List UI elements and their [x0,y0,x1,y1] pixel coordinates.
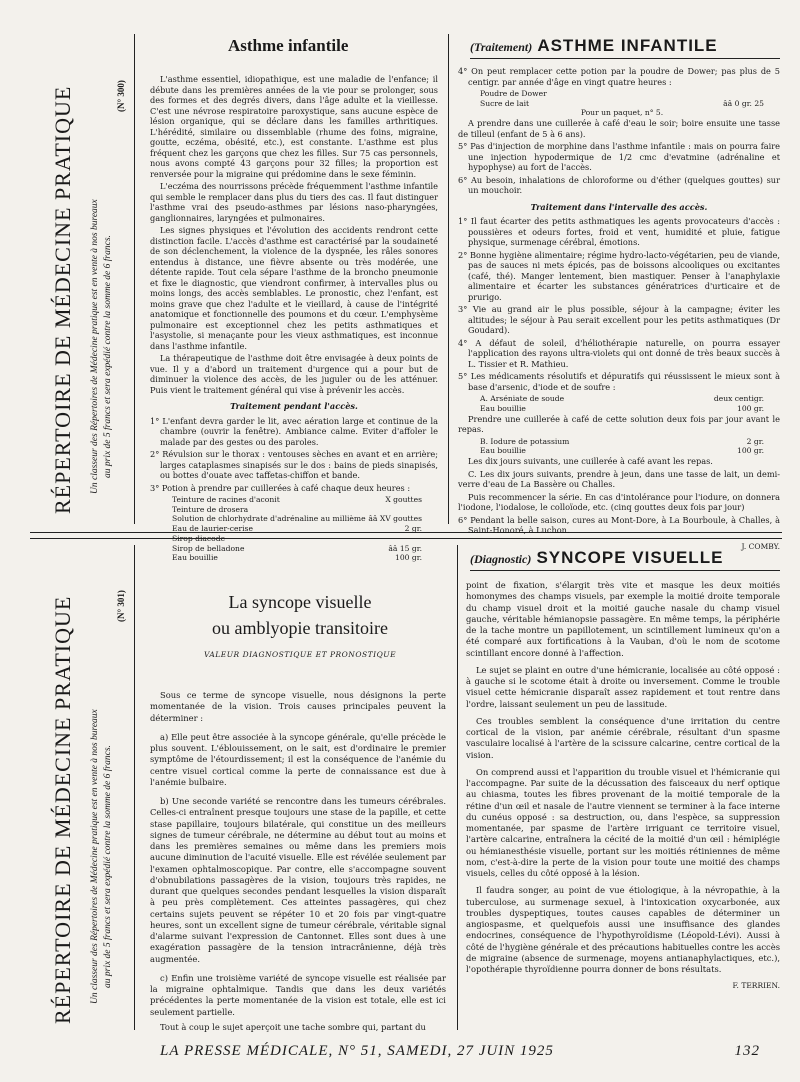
side-banner-bottom [30,548,130,1028]
side-banner-subtitle: Un classeur des Répertoires de Médecine pratique est en vente à nos bureaux [90,709,100,1004]
formula-line: Poudre de Dower [480,89,547,98]
side-divider [134,545,135,1030]
formula-line: Sirop diacode [172,533,226,543]
paragraph: Les dix jours suivants, une cuillerée à café avant les repas. [468,456,713,467]
article-subtitle: VALEUR DIAGNOSTIQUE ET PRONOSTIQUE [203,650,397,659]
header-tag: (Traitement) [470,40,533,54]
page-footer [160,1043,760,1060]
header-title: ASTHME INFANTILE [537,36,718,55]
formula-line: Teinture de drosera [172,504,249,514]
formula-line: Eau bouillie 100 gr. [480,403,764,413]
list-item: 2° Révulsion sur le thorax : ventouses sèches en avant et en arrière; larges cataplasmes sinapisés sur le dos : bains de pieds sinapisés, ou bottes d'ouate avec taffetas-chiffon et bande. [150,449,438,480]
formula-line: Eau bouillie 100 gr. [172,553,422,563]
header-title: SYNCOPE VISUELLE [536,548,724,567]
formula-line: Sucre de lait ââ 0 gr. 25 [480,98,764,108]
paragraph: Le sujet se plaint en outre d'une hémicranie, localisée au côté opposé : à gauche si le scotome était à droite ou inversement. Comme le trouble visuel cette hémicranie disparaît assez rapidement et tout rentre dans l'ordre, laissant seulement un peu de lassitude. [466,664,780,709]
paragraph: Puis recommencer la série. En cas d'intolérance pour l'iodure, on donnera l'iodone, l'iodalose, le colloïode, etc. (cinq gouttes deux fois par jour) [458,491,780,513]
article1-right-column [458,66,780,551]
journal-line: LA PRESSE MÉDICALE, N° 51, SAMEDI, 27 JUIN 1925 [160,1043,554,1059]
list-item: 4° A défaut de soleil, d'héliothérapie naturelle, on pourra essayer l'application des rayons ultra-violets qui ont donné de très beaux succès à L. Tissier et R. Mathieu. [458,337,780,369]
header-underline [470,58,780,59]
formula-line: Pour un paquet, n° 5. [580,108,664,118]
article-header [470,548,780,568]
formula-b [458,437,780,456]
article2-left-column [150,690,446,1035]
paragraph: b) Une seconde variété se rencontre dans les tumeurs cérébrales. Celles-ci entraînent presque toujours une stase de la papille, et cette stase papillaire, toujours bilatérale, qui constitue un des meilleurs signes de tumeur cérébrale, ne détermine au début tout au moins et dans les premières semaines ou même dans les premiers mois aucune diminution de l'acuité visuelle. Elle est révélée seulement par l'examen ophtalmoscopique. Par contre, elle s'accompagne souvent d'obnubilations passagères de la vision, toujours très rapides, ne durant que quelques secondes pendant lesquelles la vision disparaît à peu près complètement. Ces atteintes passagères, qui chez certains sujets peuvent se répéter 10 et 20 fois par vingt-quatre heures, sont un excellent signe de tumeur cérébrale, véritable signal d'alarme suivant l'expression de Cantonnet. Elles sont dues à une exagération passagère de la tension intracrânienne, déjà très augmentée. [150,796,446,964]
column-divider [457,545,458,1030]
paragraph: Sous ce terme de syncope visuelle, nous désignons la perte momentanée de la vision. Trois causes principales peuvent la déterminer : [150,690,446,723]
paragraph: Prendre une cuillerée à café de cette solution deux fois par jour avant le repas. [458,413,780,435]
side-banner-subtitle: Un classeur des Répertoires de Médecine pratique est en vente à nos bureaux [90,199,100,494]
list-item: 5° Les médicaments résolutifs et dépuratifs qui réussissent le mieux sont à base d'arsenic, d'iode et de soufre : [458,371,780,392]
paragraph: c) Enfin une troisième variété de syncope visuelle est réalisée par la migraine ophtalmique. Tandis que dans les deux variétés précédentes la perte momentanée de la vision est totale, elle est ici seulement partielle. [150,972,446,1017]
formula-line: Eau bouillie 100 gr. [480,446,764,456]
side-banner-top [30,38,130,518]
side-banner-subtitle: au prix de 5 francs et sera expédié contre la somme de 6 francs. [103,235,113,478]
section-heading: Traitement pendant l'accès. [230,401,358,411]
list-item: 3° Vie au grand air le plus possible, séjour à la campagne; éviter les altitudes; le séjour à Pau serait excellent pour les petits asthmatiques (Dr Goudard). [458,304,780,336]
article-title: La syncope visuelle [228,592,372,612]
list-item: 1° L'enfant devra garder le lit, avec aération large et continue de la chambre (ouvrir la fenêtre). Ambiance calme. Eviter d'affoler le malade par des gestes ou des paroles. [150,415,438,447]
side-banner-title: RÉPERTOIRE DE MÉDECINE PRATIQUE [50,595,75,1024]
formula-line: Eau de laurier-cerise 2 gr. [172,524,422,534]
paragraph: Les signes physiques et l'évolution des accidents rendront cette distinction facile. L'accès d'asthme est caractérisé par la soudaineté de son déclenchement, la violence de la dyspnée, les râles sonores entendus à distance, une fièvre absente ou très modérée, une détente rapide. Tout cela sépare l'asthme de la broncho pneumonie et fixe le diagnostic, que viendront confirmer, à intervalles plus ou moins longs, des accès semblables. Le pronostic, chez l'enfant, est moins grave que chez l'adulte et le vieillard, à cause de l'intégrité anatomique et fonctionnelle des poumons et du cœur. L'emphysème pulmonaire est exceptionnel chez les petits asthmatiques et l'asystolie, si menaçante pour les vieux asthmatiques, est inconnue dans l'asthme infantile. [150,225,438,351]
header-underline [470,570,780,571]
formula-line: Sirop de belladone ââ 15 gr. [172,543,422,553]
paragraph: La thérapeutique de l'asthme doit être envisagée à deux points de vue. Il y a d'abord un traitement d'urgence qui a pour but de diminuer la violence des accès, de les juguler ou de les atténuer. Puis vient le traitement général qui vise à prévenir les accès. [150,353,438,395]
author-signature: F. TERRIEN. [732,981,780,991]
article2-right-column [466,580,780,991]
paragraph: Tout à coup le sujet aperçoit une tache sombre qui, partant du [160,1021,426,1032]
paragraph: C. Les dix jours suivants, prendre à jeun, dans une tasse de lait, un demi-verre d'eau de La Bassère ou Challes. [458,468,780,490]
article-title: ou amblyopie transitoire [212,618,388,638]
section-heading: Traitement dans l'intervalle des accès. [530,201,708,212]
list-item: 2° Bonne hygiène alimentaire; régime hydro-lacto-végétarien, peu de viande, pas de sauces ni mets épicés, pas de boissons alcooliques ou excitantes (café, thé). Manger lentement, bien mastiquer. Penser à l'anaphylaxie alimentaire et écarter les substances génératrices d'urticaire et de prurigo. [458,249,780,302]
paragraph: On comprend aussi et l'apparition du trouble visuel et l'hémicranie qui l'accompagne. Par suite de la décussation des faisceaux du nerf optique au chiasma, toutes les fibres provenant de la moitié temporale de la rétine d'un œil et nasale de l'autre viennent se terminer à la face interne du cunéus opposé : sa destruction, ou, dans l'espèce, sa suppression momentanée, par spasme de l'artère irriguant ce territoire visuel, l'artère calcarine, entraînera la cécité de la moitié d'un œil : hémiplégie ou hémianesthésie visuelle, portant sur les moitiés rétiniennes de même nom, c'est-à-dire la perte de la vision pour toute une moitié des champs visuels, celles du côté opposé à la lésion. [466,766,780,878]
paragraph: A prendre dans une cuillerée à café d'eau le soir; boire ensuite une tasse de tilleul (enfant de 5 à 6 ans). [458,118,780,139]
repertoire-number: (N° 300) [116,80,126,112]
author-signature: J. COMBY. [741,541,780,551]
list-item: 6° Pendant la belle saison, cures au Mont-Dore, à La Bourboule, à Challes, à Saint-Honoré, à Luchon. [458,514,780,536]
list-item: 1° Il faut écarter des petits asthmatiques les agents provocateurs d'accès : poussières et odeurs fortes, froid et vent, humidité et pluie, fatigue physique, surmenage cérébral, émotions. [458,216,780,248]
paragraph: L'asthme essentiel, idiopathique, est une maladie de l'enfance; il débute dans les premières années de la vie pour se prolonger, sous des formes et des degrés divers, dans l'âge adulte et la vieillesse. C'est une névrose respiratoire paroxystique, sans aucune espèce de lésion organique, qui se déclare dans les familles arthritiques. L'hérédité, similaire ou dissemblable (rhume des foins, migraine, goutte, eczéma, obésité, etc.), est constante. L'asthme est plus fréquent chez les garçons que chez les filles. Sur 75 cas personnels, nous avons compté 43 garçons pour 32 filles; la proportion est renversée pour la migraine qui prédomine dans le sexe féminin. [150,74,438,179]
article-title: Asthme infantile [228,36,349,55]
formula-line: B. Iodure de potassium 2 gr. [480,436,764,446]
formula-line: Teinture de racines d'aconit X gouttes [172,495,422,504]
list-item: 5° Pas d'injection de morphine dans l'asthme infantile : mais on pourra faire une injection hypodermique de 1/2 cmc d'evatmine (adrénaline et hypophyse) au fort de l'accès. [458,141,780,173]
paragraph: a) Elle peut être associée à la syncope générale, qu'elle précède le plus souvent. L'éblouissement, on le sait, est d'ordinaire le premier symptôme de l'étourdissement; il est la conséquence de l'anémie du centre visuel cortical comme la perte de connaissance est due à l'anémie bulbaire. [150,731,446,787]
paragraph: Ces troubles semblent la conséquence d'une irritation du centre cortical de la vision, par anémie cérébrale, résultant d'un spasme vasculaire localisé à l'artère de la scissure calcarine, centre cortical de la vision. [466,715,780,760]
paragraph: Il faudra songer, au point de vue étiologique, à la névropathie, à la tuberculose, au surmenage sexuel, à l'intoxication oxycarbonée, aux troubles dyspeptiques, toutes causes capables de déterminer un angiospasme, et quelquefois aussi une insuffisance des glandes endocrines, conséquence de l'hypothyroïdisme (Léopold-Lévi). Aussi à côté de l'hygiène générale et des précautions habituelles contre les accès de migraine (absence de surmenage, moyens antianaphylactiques, etc.), l'opothérapie thyroïdienne pourra donner de bons résultats. [466,885,780,974]
formula-line: Solution de chlorhydrate d'adrénaline au millième ââ XV gouttes [172,514,422,524]
powder-formula [458,89,780,118]
list-item: 3° Potion à prendre par cuillerées à café chaque deux heures : [150,482,411,493]
formula-line: A. Arséniate de soude deux centigr. [480,394,764,404]
paragraph: point de fixation, s'élargit très vite et masque les deux moitiés homonymes des champs visuels, par exemple la moitié droite temporale du champ visuel droit et la moitié gauche nasale du champ visuel gauche, véritable hémianopsie passagère. En même temps, la périphérie de la tache montre un papillotement, un scintillement lumineux qu'on a été comparé aux fortifications à la Vauban, d'où le nom de scotome scintillant encore donné à l'affection. [466,580,780,658]
side-divider [134,34,135,524]
page-number: 132 [734,1043,760,1059]
list-item: 4° On peut remplacer cette potion par la poudre de Dower; pas plus de 5 centigr. par année d'âge en vingt quatre heures : [458,66,780,87]
repertoire-number: (N° 301) [116,590,126,622]
article1-left-column [150,74,438,563]
paragraph: L'eczéma des nourrissons précède fréquemment l'asthme infantile qui semble le remplacer dans plus du tiers des cas. Il faut distinguer l'asthme vrai des pseudo-asthmes par lésions naso-pharyngées, ganglionnaires, laryngées et pulmonaires. [150,181,438,223]
list-item: 6° Au besoin, inhalations de chloroforme ou d'éther (quelques gouttes) sur un mouchoir. [458,174,780,196]
potion-formula [150,495,438,563]
article-header [470,36,780,56]
header-tag: (Diagnostic) [470,552,532,566]
side-banner-title: RÉPERTOIRE DE MÉDECINE PRATIQUE [50,85,75,514]
side-banner-subtitle: au prix de 5 francs et sera expédié contre la somme de 6 francs. [103,745,113,988]
formula-a [458,394,780,413]
column-divider [448,34,449,524]
